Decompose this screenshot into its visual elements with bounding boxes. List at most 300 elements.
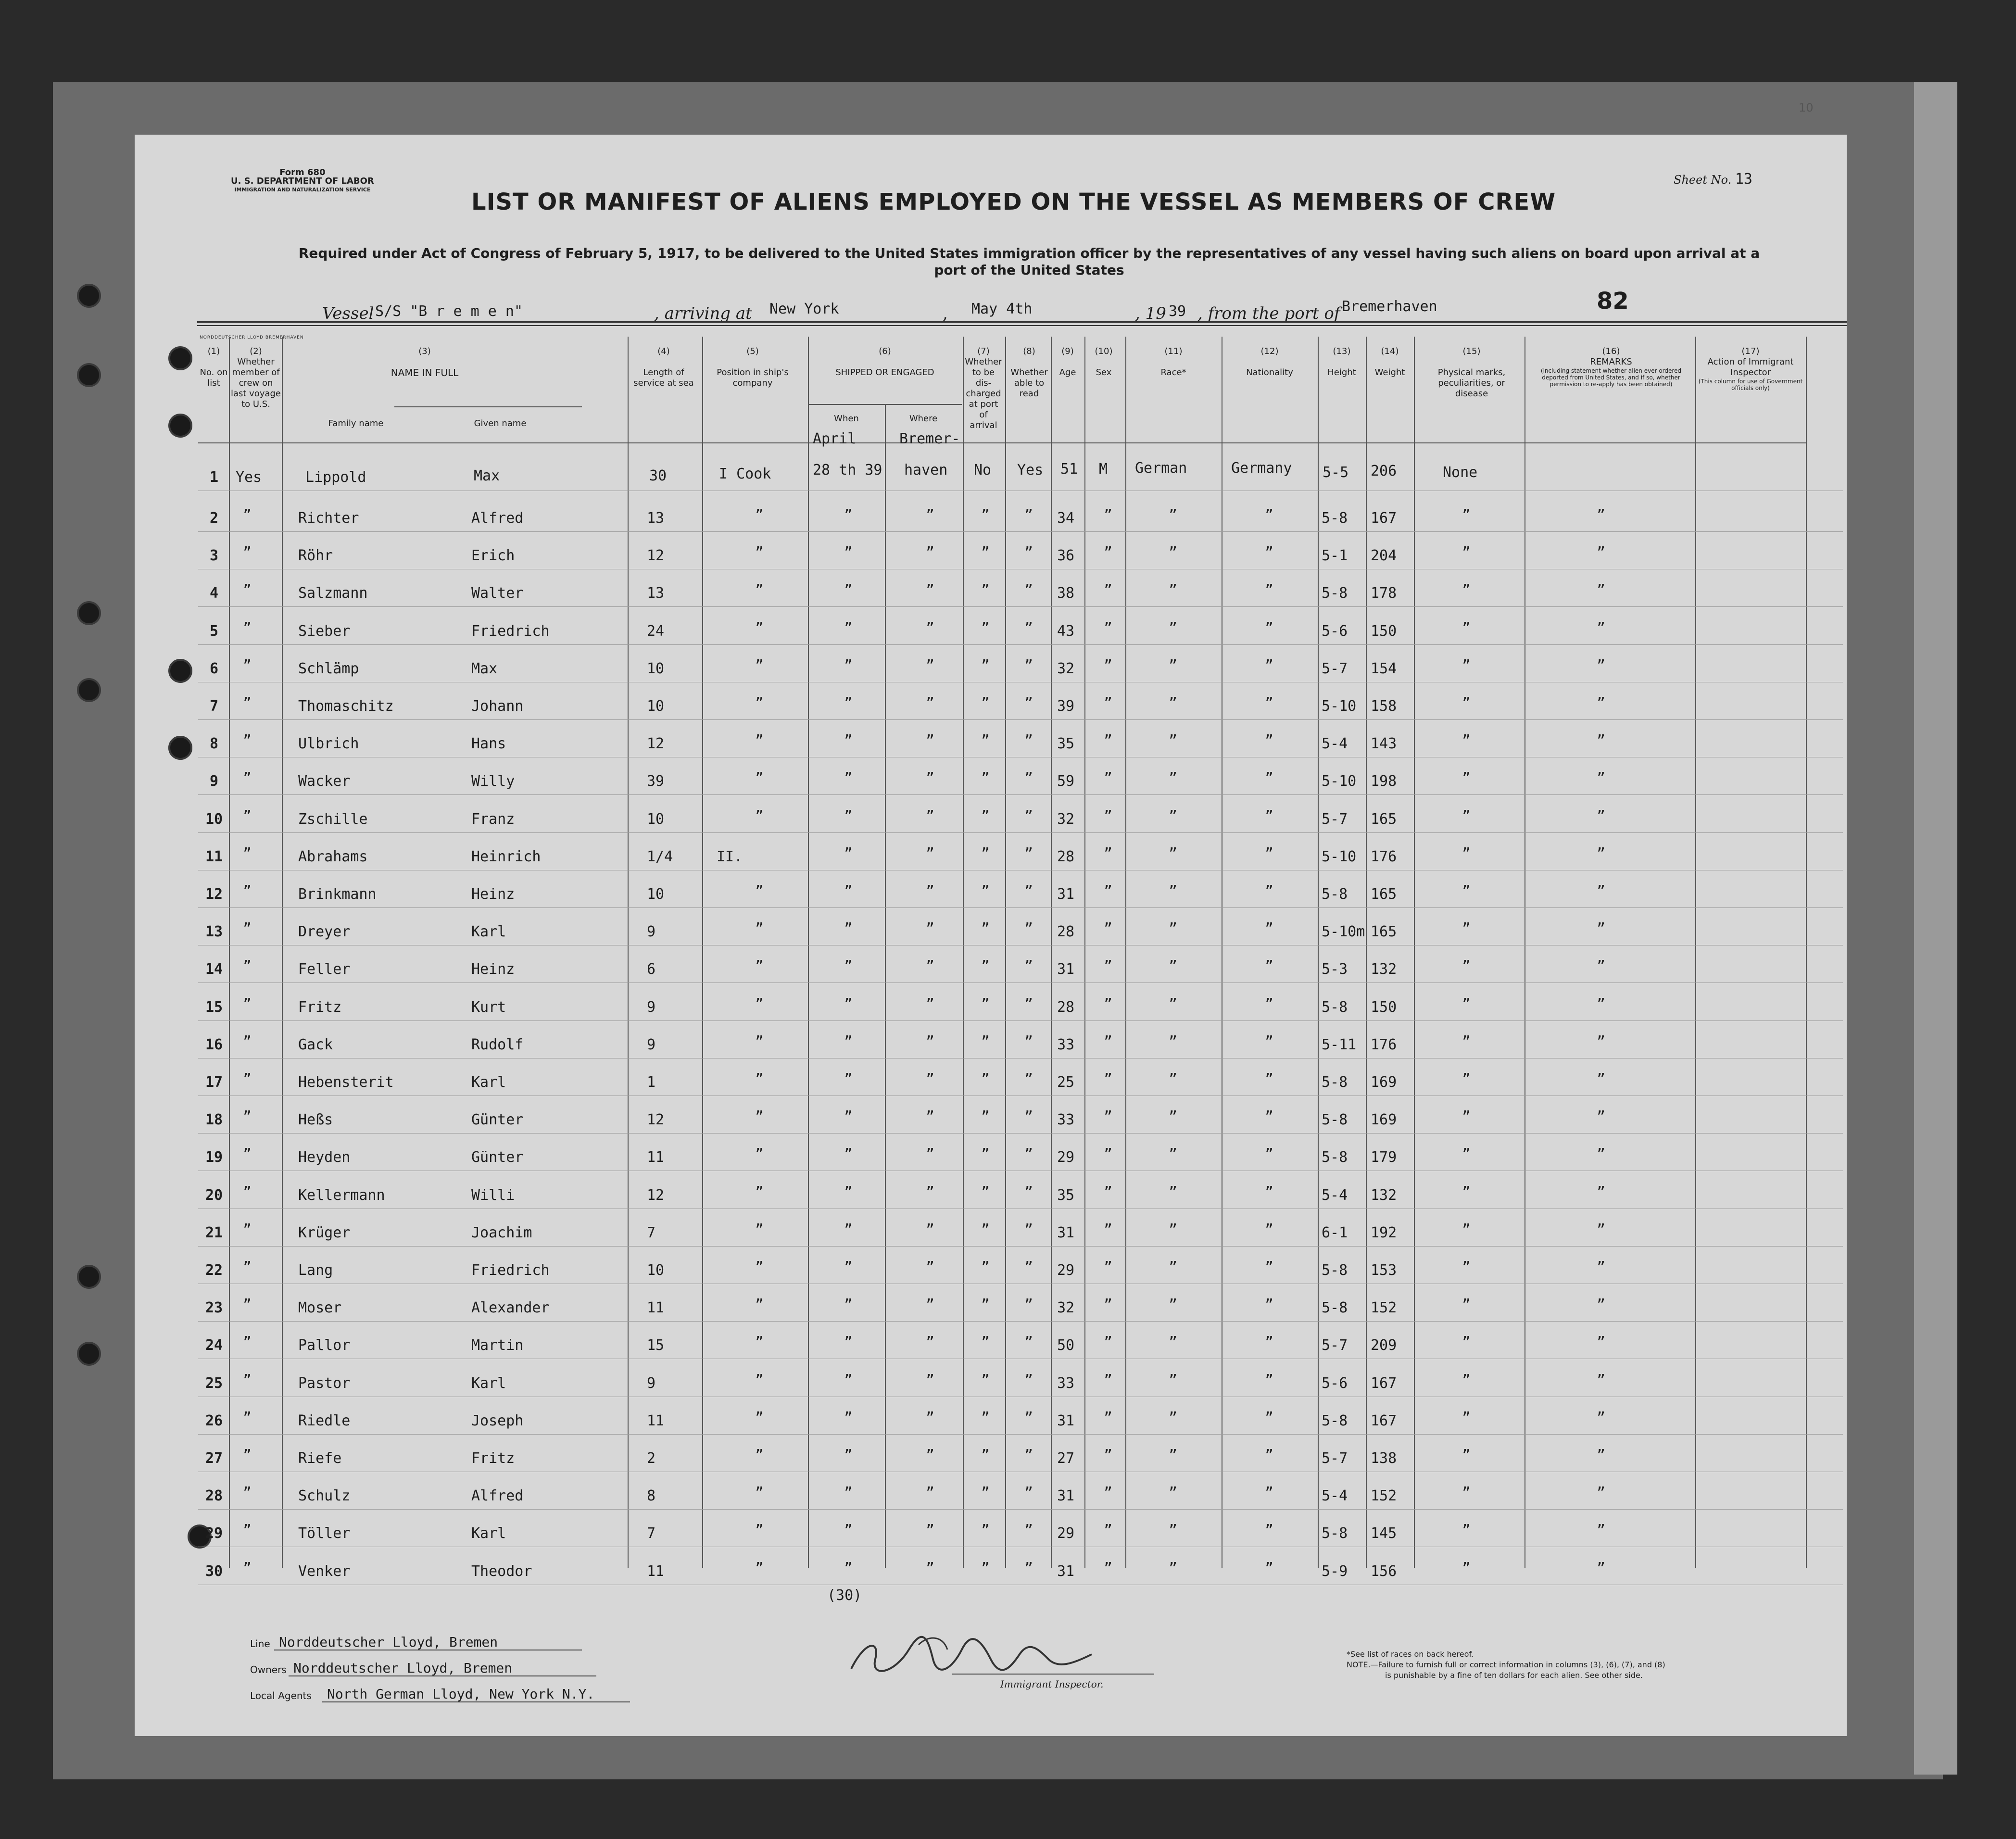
year-prefix: , 19	[1135, 304, 1166, 323]
prev-voyage-ditto: ”	[243, 695, 252, 712]
grid-line	[963, 337, 964, 1568]
when-ditto: ”	[844, 1184, 853, 1201]
prev-voyage-ditto: ”	[243, 1108, 252, 1126]
line-label: Line	[250, 1638, 270, 1650]
age: 31	[1057, 1412, 1075, 1429]
binder-hole	[77, 1342, 101, 1366]
row-number: 17	[205, 1074, 223, 1091]
marks-ditto: ”	[1462, 1033, 1471, 1050]
grid-line	[1366, 337, 1367, 1568]
weight: 206	[1371, 463, 1397, 479]
read-ditto: ”	[1024, 1485, 1033, 1502]
given-name: Friedrich	[471, 622, 550, 640]
read-ditto: ”	[1024, 544, 1033, 562]
given-name: Willy	[471, 773, 515, 790]
discharged-ditto: ”	[981, 807, 990, 825]
row-number: 21	[205, 1224, 223, 1241]
marks-ditto: ”	[1462, 1146, 1471, 1163]
height: 5-8	[1322, 1299, 1348, 1317]
weight: 154	[1371, 660, 1397, 677]
remarks-ditto: ”	[1597, 995, 1606, 1013]
vessel-name: S/S "B r e m e n"	[375, 303, 523, 320]
col9-header: (9) Age	[1059, 346, 1076, 378]
height: 5-7	[1322, 810, 1348, 828]
sheet-label: Sheet No.	[1674, 173, 1732, 187]
service-length: 7	[647, 1525, 656, 1542]
when-ditto: ”	[844, 695, 853, 712]
position-ditto: ”	[755, 995, 764, 1013]
prev-voyage-ditto: ”	[243, 1409, 252, 1426]
family-name: Hebensterit	[298, 1074, 394, 1091]
port-label: , from the port of	[1197, 304, 1340, 323]
nationality-ditto: ”	[1265, 1372, 1274, 1389]
prev-voyage-ditto: ”	[243, 1334, 252, 1351]
nationality-ditto: ”	[1265, 1146, 1274, 1163]
header-rule	[197, 321, 1847, 323]
grid-line	[1806, 337, 1807, 1568]
arrival-port: New York	[769, 301, 839, 317]
row-rule	[198, 606, 1843, 607]
discharged-ditto: ”	[981, 995, 990, 1013]
where-ditto: ”	[926, 507, 935, 524]
race-ditto: ”	[1169, 958, 1178, 975]
row-number: 22	[205, 1262, 223, 1279]
sex-ditto: ”	[1104, 958, 1113, 975]
col15-header: (15) Physical marks, peculiarities, or disease	[1437, 346, 1506, 399]
given-name: Heinz	[471, 961, 515, 978]
when-ditto: ”	[844, 1560, 853, 1577]
service-length: 11	[647, 1149, 665, 1166]
row-number: 13	[205, 923, 223, 941]
remarks-ditto: ”	[1597, 1033, 1606, 1050]
race-ditto: ”	[1169, 1485, 1178, 1502]
discharged-ditto: ”	[981, 1184, 990, 1201]
row-number: 28	[205, 1487, 223, 1505]
read-ditto: ”	[1024, 1108, 1033, 1126]
nationality-ditto: ”	[1265, 1447, 1274, 1464]
family-name: Töller	[298, 1525, 351, 1542]
marks-ditto: ”	[1462, 1409, 1471, 1426]
race-ditto: ”	[1169, 732, 1178, 750]
given-name: Willi	[471, 1186, 515, 1204]
prev-voyage-ditto: ”	[243, 619, 252, 637]
nationality-ditto: ”	[1265, 582, 1274, 599]
family-name: Pastor	[298, 1374, 351, 1392]
inspector-label: Immigrant Inspector.	[1000, 1678, 1104, 1690]
remarks-ditto: ”	[1597, 1522, 1606, 1539]
age: 31	[1057, 886, 1075, 903]
read-ditto: ”	[1024, 619, 1033, 637]
marks-ditto: ”	[1462, 1372, 1471, 1389]
row-number: 24	[205, 1337, 223, 1354]
remarks-ditto: ”	[1597, 883, 1606, 900]
age: 33	[1057, 1036, 1075, 1053]
weight: 132	[1371, 961, 1397, 978]
nationality-ditto: ”	[1265, 958, 1274, 975]
race-ditto: ”	[1169, 995, 1178, 1013]
form-block	[231, 168, 374, 194]
row-rule	[198, 1133, 1843, 1134]
service-length: 12	[647, 735, 665, 753]
nationality-ditto: ”	[1265, 845, 1274, 862]
discharged-ditto: ”	[981, 1447, 990, 1464]
marks-ditto: ”	[1462, 1447, 1471, 1464]
position-ditto: ”	[755, 732, 764, 750]
marks-ditto: ”	[1462, 1560, 1471, 1577]
given-name: Kurt	[471, 998, 506, 1016]
race-ditto: ”	[1169, 883, 1178, 900]
given-name: Heinrich	[471, 848, 541, 865]
weight: 150	[1371, 998, 1397, 1016]
height: 5-8	[1322, 1074, 1348, 1091]
remarks-ditto: ”	[1597, 544, 1606, 562]
when-ditto: ”	[844, 1071, 853, 1088]
grid-line	[808, 337, 809, 1568]
when-ditto: ”	[844, 507, 853, 524]
family-name: Sieber	[298, 622, 351, 640]
age: 35	[1057, 1186, 1075, 1204]
sex-ditto: ”	[1104, 732, 1113, 750]
family-name: Röhr	[298, 547, 333, 565]
fine-note-2: is punishable by a fine of ten dollars for each alien. See other side.	[1385, 1671, 1643, 1680]
nationality-ditto: ”	[1265, 1259, 1274, 1276]
shipped-where-2: haven	[904, 462, 948, 479]
position-ditto: ”	[755, 770, 764, 787]
family-name: Zschille	[298, 810, 368, 828]
where-ditto: ”	[926, 807, 935, 825]
prev-voyage-ditto: ”	[243, 1297, 252, 1314]
height: 5-10m	[1322, 923, 1365, 941]
form-number: Form 680	[279, 167, 326, 177]
family-name: Heßs	[298, 1111, 333, 1129]
service-length: 9	[647, 923, 656, 941]
race-ditto: ”	[1169, 1071, 1178, 1088]
height: 5-8	[1322, 998, 1348, 1016]
row-number: 8	[209, 735, 219, 753]
row-number: 15	[205, 998, 223, 1016]
height: 5-9	[1322, 1562, 1348, 1580]
col13-header: (13) Height	[1327, 346, 1356, 378]
read-ditto: ”	[1024, 1334, 1033, 1351]
position-ditto: ”	[755, 582, 764, 599]
position-ditto: ”	[755, 619, 764, 637]
nationality-ditto: ”	[1265, 1485, 1274, 1502]
service-length: 10	[647, 698, 665, 715]
age: 32	[1057, 810, 1075, 828]
position-ditto: ”	[755, 1522, 764, 1539]
race-ditto: ”	[1169, 544, 1178, 562]
binder-hole	[77, 601, 101, 625]
discharged-ditto: ”	[981, 619, 990, 637]
discharged-ditto: ”	[981, 507, 990, 524]
race-ditto: ”	[1169, 770, 1178, 787]
row-number: 10	[205, 810, 223, 828]
where-ditto: ”	[926, 1259, 935, 1276]
subtitle-line1: Required under Act of Congress of February 5, 1917, to be delivered to the United States immigration officer by the representatives of any vessel having such aliens on board upon arrival at a	[298, 245, 1760, 261]
family-name: Brinkmann	[298, 886, 377, 903]
race-ditto: ”	[1169, 582, 1178, 599]
nationality-ditto: ”	[1265, 1334, 1274, 1351]
manifest-sheet	[135, 101, 1847, 1736]
nationality-ditto: ”	[1265, 1071, 1274, 1088]
sheet-hole	[168, 414, 192, 438]
height: 5-8	[1322, 585, 1348, 602]
grid-line	[1125, 337, 1126, 1568]
race-ditto: ”	[1169, 1334, 1178, 1351]
height: 5-4	[1322, 1487, 1348, 1505]
position-ditto: ”	[755, 544, 764, 562]
marks-ditto: ”	[1462, 507, 1471, 524]
where-ditto: ”	[926, 1447, 935, 1464]
given-name: Friedrich	[471, 1262, 550, 1279]
weight: 169	[1371, 1111, 1397, 1129]
sex-ditto: ”	[1104, 770, 1113, 787]
total-count: (30)	[827, 1587, 862, 1604]
row-rule	[198, 1434, 1843, 1435]
position-ditto: ”	[755, 807, 764, 825]
row-number: 5	[209, 622, 219, 640]
vessel-label: Vessel	[322, 304, 374, 323]
when-ditto: ”	[844, 883, 853, 900]
nationality-ditto: ”	[1265, 995, 1274, 1013]
nationality-ditto: ”	[1265, 544, 1274, 562]
remarks-ditto: ”	[1597, 1184, 1606, 1201]
weight: 165	[1371, 886, 1397, 903]
marks-ditto: ”	[1462, 958, 1471, 975]
marks-ditto: ”	[1462, 883, 1471, 900]
prev-voyage-ditto: ”	[243, 958, 252, 975]
service-length: 10	[647, 660, 665, 677]
discharged-ditto: ”	[981, 582, 990, 599]
sex-ditto: ”	[1104, 619, 1113, 637]
remarks-ditto: ”	[1597, 845, 1606, 862]
marks-ditto: ”	[1462, 1259, 1471, 1276]
shipped-when-1: April	[813, 430, 857, 447]
age: 28	[1057, 923, 1075, 941]
height: 5-10	[1322, 773, 1357, 790]
remarks-ditto: ”	[1597, 1146, 1606, 1163]
when-ditto: ”	[844, 1447, 853, 1464]
weight: 178	[1371, 585, 1397, 602]
height: 5-4	[1322, 1186, 1348, 1204]
given-name: Karl	[471, 1374, 506, 1392]
remarks-ditto: ”	[1597, 732, 1606, 750]
remarks-ditto: ”	[1597, 695, 1606, 712]
given-name: Max	[471, 660, 498, 677]
weight: 150	[1371, 622, 1397, 640]
row-number: 4	[209, 585, 219, 602]
weight: 165	[1371, 810, 1397, 828]
service-length: 1/4	[647, 848, 673, 865]
service-length: 39	[647, 773, 665, 790]
position-ditto: ”	[755, 883, 764, 900]
sheet-hole	[168, 346, 192, 370]
prev-voyage-ditto: ”	[243, 1033, 252, 1050]
row-number: 30	[205, 1562, 223, 1580]
sex-ditto: ”	[1104, 807, 1113, 825]
read-ditto: ”	[1024, 1184, 1033, 1201]
page-title: LIST OR MANIFEST OF ALIENS EMPLOYED ON THE VESSEL AS MEMBERS OF CREW	[471, 189, 1556, 215]
family-name: Abrahams	[298, 848, 368, 865]
age: 34	[1057, 510, 1075, 527]
height: 5-6	[1322, 622, 1348, 640]
marks-ditto: ”	[1462, 1485, 1471, 1502]
given-name: Fritz	[471, 1450, 515, 1467]
read-ditto: ”	[1024, 1372, 1033, 1389]
height: 5-3	[1322, 961, 1348, 978]
read-ditto: ”	[1024, 1033, 1033, 1050]
where-ditto: ”	[926, 1297, 935, 1314]
col3a-header: Family name	[328, 418, 384, 428]
read-ditto: ”	[1024, 1146, 1033, 1163]
sex-ditto: ”	[1104, 507, 1113, 524]
sex-ditto: ”	[1104, 1033, 1113, 1050]
when-ditto: ”	[844, 1372, 853, 1389]
when-ditto: ”	[844, 619, 853, 637]
grid-line	[1005, 337, 1006, 1568]
discharged: No	[974, 462, 992, 479]
age: 29	[1057, 1149, 1075, 1166]
given-name: Alexander	[471, 1299, 550, 1317]
discharged-ditto: ”	[981, 1259, 990, 1276]
sex-ditto: ”	[1104, 1372, 1113, 1389]
family-name: Krüger	[298, 1224, 351, 1241]
remarks-ditto: ”	[1597, 1221, 1606, 1238]
remarks-ditto: ”	[1597, 507, 1606, 524]
grid-line	[229, 337, 230, 1568]
service-length: 11	[647, 1299, 665, 1317]
remarks-ditto: ”	[1597, 1485, 1606, 1502]
discharged-ditto: ”	[981, 1071, 990, 1088]
given-name: Karl	[471, 1074, 506, 1091]
weight: 145	[1371, 1525, 1397, 1542]
col10-header: (10) Sex	[1095, 346, 1113, 378]
nationality: Germany	[1231, 460, 1292, 477]
row-rule	[198, 982, 1843, 983]
col17-header: (17) Action of Immigrant Inspector (This column for use of Government officials only)	[1698, 346, 1803, 391]
prev-voyage-ditto: ”	[243, 1221, 252, 1238]
where-ditto: ”	[926, 1108, 935, 1126]
prev-voyage-ditto: ”	[243, 807, 252, 825]
discharged-ditto: ”	[981, 1409, 990, 1426]
race-ditto: ”	[1169, 1221, 1178, 1238]
col8-header: (8) Whether able to read	[1010, 346, 1048, 399]
sheet-hole	[168, 659, 192, 683]
discharged-ditto: ”	[981, 920, 990, 938]
read-ditto: ”	[1024, 883, 1033, 900]
row-rule	[198, 719, 1843, 720]
service-length: 10	[647, 1262, 665, 1279]
sheet-number	[1674, 171, 1752, 188]
race-ditto: ”	[1169, 1447, 1178, 1464]
read-ditto: ”	[1024, 1259, 1033, 1276]
row-rule	[198, 794, 1843, 795]
binder-hole	[77, 284, 101, 308]
nationality-ditto: ”	[1265, 1033, 1274, 1050]
family-name: Riefe	[298, 1450, 342, 1467]
family-name: Gack	[298, 1036, 333, 1053]
remarks-ditto: ”	[1597, 582, 1606, 599]
position-ditto: ”	[755, 1372, 764, 1389]
prev-voyage-ditto: ”	[243, 845, 252, 862]
service-length: 15	[647, 1337, 665, 1354]
prev-voyage-ditto: ”	[243, 883, 252, 900]
position-ditto: ”	[755, 1259, 764, 1276]
when-ditto: ”	[844, 958, 853, 975]
when-ditto: ”	[844, 1221, 853, 1238]
discharged-ditto: ”	[981, 1146, 990, 1163]
discharged-ditto: ”	[981, 845, 990, 862]
col2-header: (2) Whether member of crew on last voyage to U.S.	[230, 346, 281, 409]
height: 6-1	[1322, 1224, 1348, 1241]
row-number: 23	[205, 1299, 223, 1317]
family-name: Dreyer	[298, 923, 351, 941]
discharged-ditto: ”	[981, 544, 990, 562]
col3b-header: Given name	[474, 418, 527, 428]
service-length: 12	[647, 1186, 665, 1204]
when-ditto: ”	[844, 544, 853, 562]
age: 51	[1060, 461, 1078, 478]
read-ditto: ”	[1024, 845, 1033, 862]
given-name: Erich	[471, 547, 515, 565]
height: 5-10	[1322, 848, 1357, 865]
where-ditto: ”	[926, 619, 935, 637]
prev-voyage-ditto: ”	[243, 995, 252, 1013]
nationality-ditto: ”	[1265, 695, 1274, 712]
read-ditto: ”	[1024, 1221, 1033, 1238]
remarks-ditto: ”	[1597, 619, 1606, 637]
race-ditto: ”	[1169, 657, 1178, 674]
position-ditto: ”	[755, 1146, 764, 1163]
row-rule	[198, 644, 1843, 645]
age: 28	[1057, 848, 1075, 865]
when-ditto: ”	[844, 770, 853, 787]
row-number: 1	[209, 469, 219, 486]
prev-voyage-ditto: ”	[243, 507, 252, 524]
row-number: 3	[209, 547, 219, 565]
read-ditto: ”	[1024, 995, 1033, 1013]
row-number: 19	[205, 1149, 223, 1166]
row-number: 27	[205, 1450, 223, 1467]
where-ditto: ”	[926, 1184, 935, 1201]
grid-line	[1318, 337, 1319, 1568]
race-ditto: ”	[1169, 1184, 1178, 1201]
col6b-header: Where	[909, 414, 938, 424]
height: 5-8	[1322, 1149, 1348, 1166]
sex-ditto: ”	[1104, 544, 1113, 562]
when-ditto: ”	[844, 1485, 853, 1502]
height: 5-4	[1322, 735, 1348, 753]
when-ditto: ”	[844, 732, 853, 750]
sex-ditto: ”	[1104, 582, 1113, 599]
remarks-ditto: ”	[1597, 920, 1606, 938]
sheet-value: 13	[1735, 171, 1752, 188]
marks-ditto: ”	[1462, 1108, 1471, 1126]
read-ditto: ”	[1024, 807, 1033, 825]
discharged-ditto: ”	[981, 695, 990, 712]
nationality-ditto: ”	[1265, 1560, 1274, 1577]
marks-ditto: ”	[1462, 1071, 1471, 1088]
marks-ditto: ”	[1462, 920, 1471, 938]
binder-edge	[1914, 82, 1957, 1775]
prev-voyage-ditto: ”	[243, 582, 252, 599]
age: 27	[1057, 1450, 1075, 1467]
where-ditto: ”	[926, 1334, 935, 1351]
col14-header: (14) Weight	[1374, 346, 1405, 378]
row-rule	[198, 1246, 1843, 1247]
remarks-ditto: ”	[1597, 1259, 1606, 1276]
read-ditto: ”	[1024, 958, 1033, 975]
